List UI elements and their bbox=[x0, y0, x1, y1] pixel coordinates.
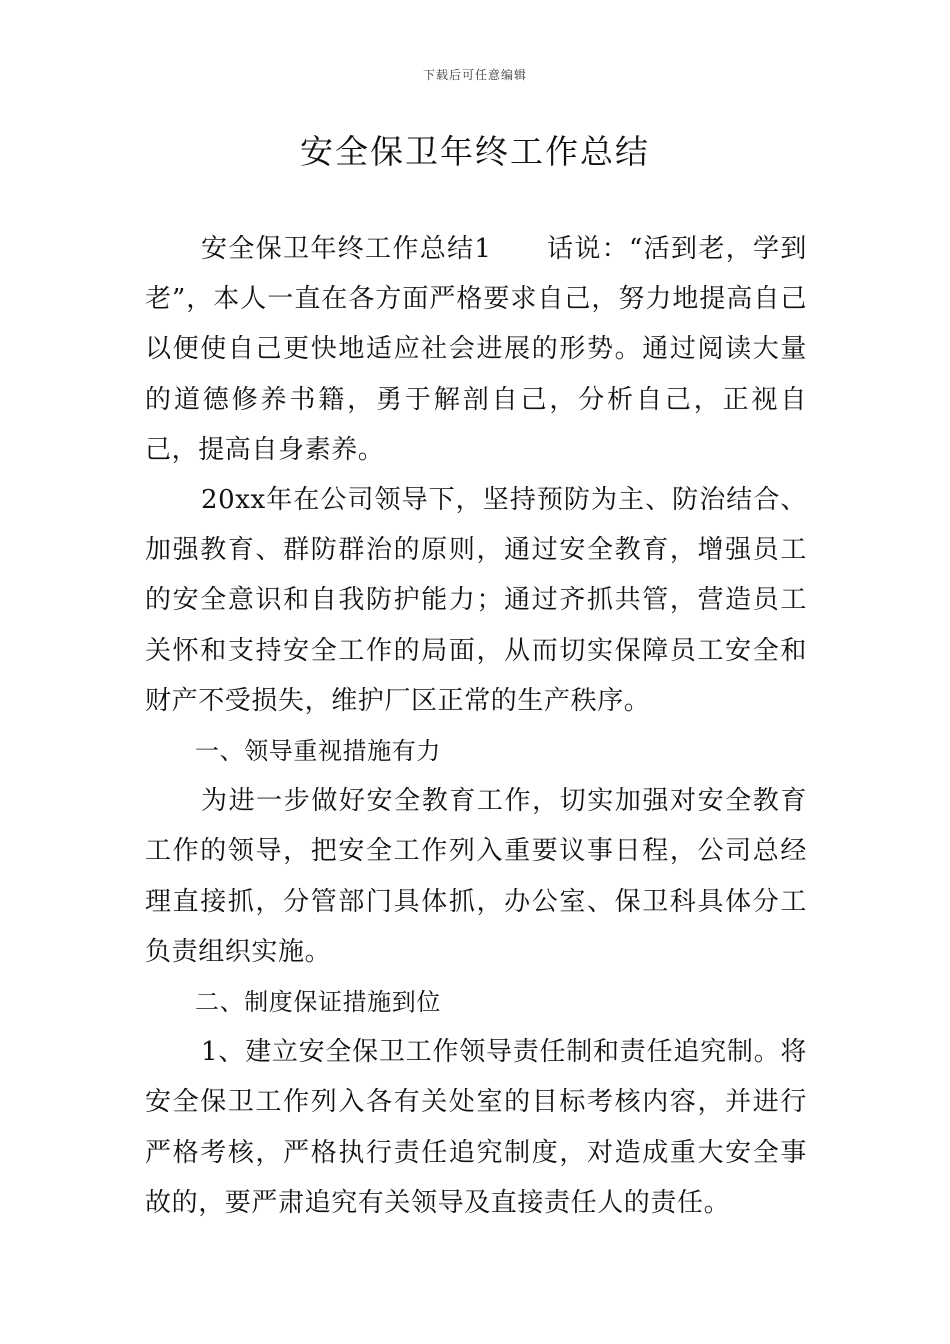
paragraph-leadership: 为进一步做好安全教育工作，切实加强对安全教育工作的领导，把安全工作列入重要议事日程，公司总经理直接抓，分管部门具体抓，办公室、保卫科具体分工负责组织实施。 bbox=[145, 786, 807, 967]
header-note: 下载后可任意编辑 bbox=[422, 68, 527, 82]
paragraph-intro: 安全保卫年终工作总结1 话说：“活到老，学到老”，本人一直在各方面严格要求自己，努力地提高自己以便使自己更快地适应社会进展的形势。通过阅读大量的道德修养书籍，勇于解剖自己，分析自己，正视自己，提高自身素养。 bbox=[145, 234, 807, 465]
paragraph-overview: 20xx年在公司领导下，坚持预防为主、防治结合、加强教育、群防群治的原则，通过安全教育，增强员工的安全意识和自我防护能力；通过齐抓共管，营造员工关怀和支持安全工作的局面，从而切实保障员工安全和财产不受损失，维护厂区正常的生产秩序。 bbox=[145, 485, 807, 716]
document-title: 安全保卫年终工作总结 bbox=[300, 132, 650, 171]
section-heading-1: 一、领导重视措施有力 bbox=[195, 737, 441, 766]
paragraph-responsibility: 1、建立安全保卫工作领导责任制和责任追究制。将安全保卫工作列入各有关处室的目标考核内容，并进行严格考核，严格执行责任追究制度，对造成重大安全事故的，要严肃追究有关领导及直接责任人的责任。 bbox=[145, 1037, 807, 1218]
document-body bbox=[145, 224, 807, 1228]
section-heading-2: 二、制度保证措施到位 bbox=[195, 988, 441, 1017]
